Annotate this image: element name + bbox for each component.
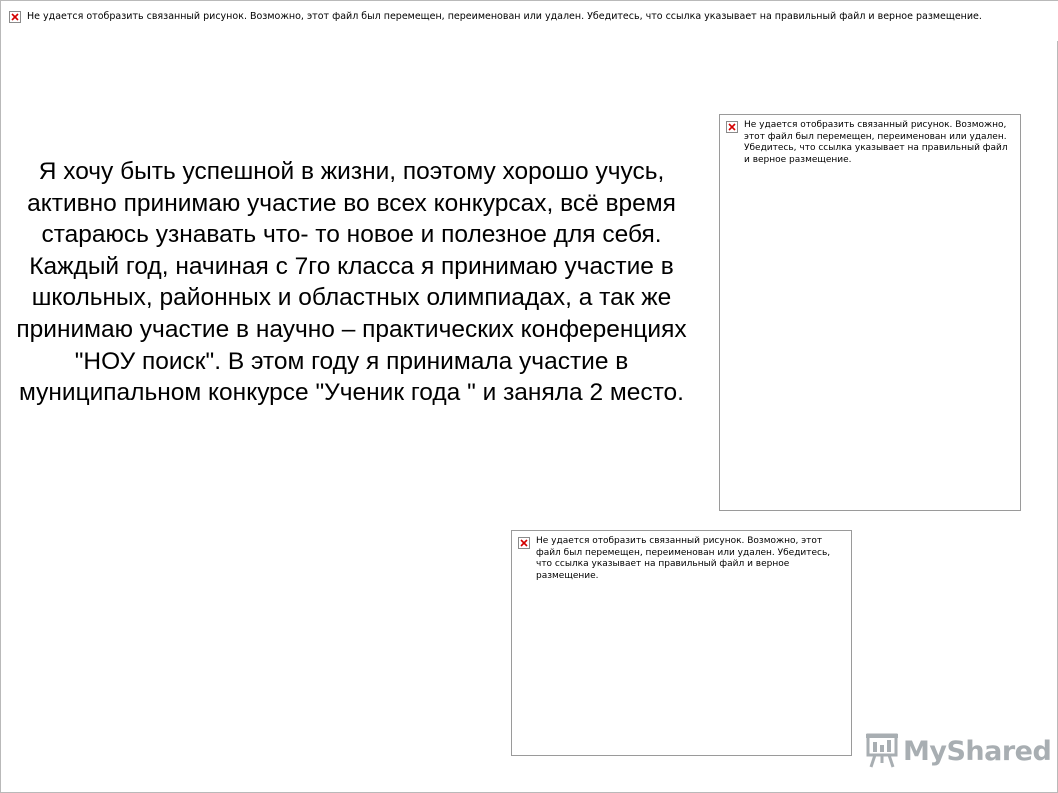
red-x-icon [518,537,530,549]
broken-image-right [719,114,1021,511]
red-x-icon [726,121,738,133]
slide-body-text: Я хочу быть успешной в жизни, поэтому хорошо учусь, активно принимаю участие во всех конкурсах, всё время стараюсь узнавать что- то новое и полезное для себя. Каждый год, начиная с 7го класса я принимаю участие в школьных, районных и областных олимпиадах, а так же принимаю участие в научно – практических конференциях "НОУ поиск". В этом году я принимала участие в муниципальном конкурсе "Ученик года " и заняла 2 место. [16,158,687,407]
broken-image-message: Не удается отобразить связанный рисунок. Возможно, этот файл был перемещен, переименован или удален. Убедитесь, что ссылка указывает на правильный файл и верное размещение. [744,120,1008,165]
broken-image-message: Не удается отобразить связанный рисунок. Возможно, этот файл был перемещен, переименован или удален. Убедитесь, что ссылка указывает на правильный файл и верное размещение. [27,11,982,22]
watermark-brand: MyShared [903,735,1052,767]
broken-image-bottom [511,530,852,756]
presentation-board-icon [865,733,899,769]
red-x-icon [9,11,21,23]
broken-image-message: Не удается отобразить связанный рисунок. Возможно, этот файл был перемещен, переименован или удален. Убедитесь, что ссылка указывает на правильный файл и верное размещение. [536,536,831,581]
broken-image-top [1,1,1058,41]
myshared-watermark [865,731,1051,771]
